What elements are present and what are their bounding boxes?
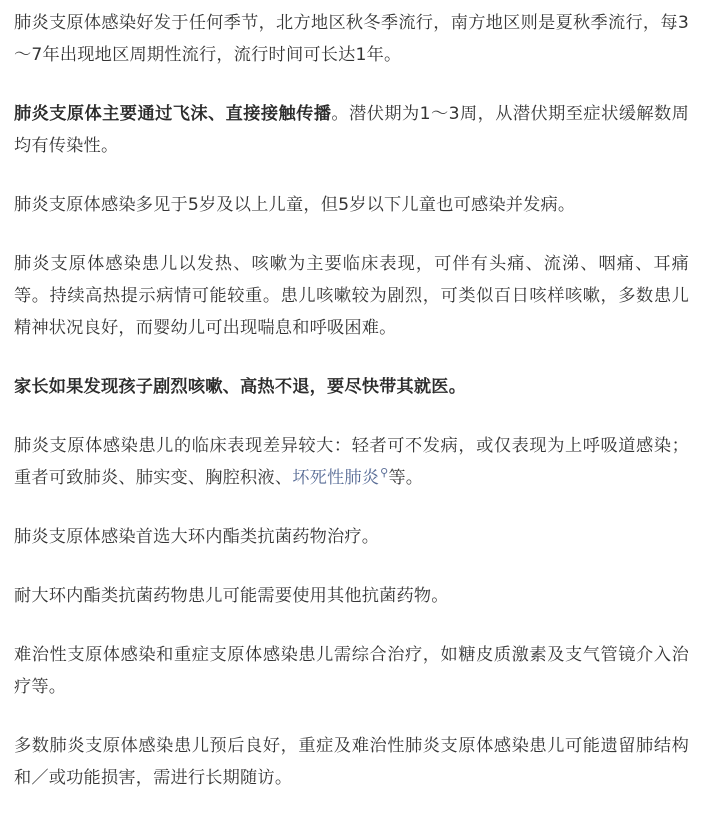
paragraph-symptoms xyxy=(14,248,689,344)
paragraph-clinical xyxy=(14,430,689,494)
paragraph-prognosis xyxy=(14,730,689,794)
paragraph-season xyxy=(14,7,689,71)
paragraph-text: 肺炎支原体感染首选大环内酯类抗菌药物治疗。 xyxy=(14,527,380,547)
paragraph-text: 肺炎支原体感染好发于任何季节，北方地区秋冬季流行，南方地区则是夏秋季流行，每3～7年出现地区周期性流行，流行时间可长达1年。 xyxy=(14,13,689,65)
paragraph-text: 。潜伏期为1～3周，从潜伏期至症状缓解数周均有传染性。 xyxy=(14,104,689,156)
necrotizing-pneumonia-link[interactable] xyxy=(292,468,388,488)
paragraph-text: 肺炎支原体感染患儿的临床表现差异较大：轻者可不发病，或仅表现为上呼吸道感染；重者可致肺炎、肺实变、胸腔积液、 xyxy=(14,436,689,488)
link-text[interactable]: 坏死性肺炎 xyxy=(292,468,380,488)
paragraph-age xyxy=(14,189,689,221)
transmission-highlight: 肺炎支原体主要通过飞沫、直接接触传播 xyxy=(14,104,332,124)
paragraph-text: 等。 xyxy=(388,468,424,488)
paragraph-treatment xyxy=(14,521,689,553)
paragraph-resistance xyxy=(14,580,689,612)
paragraph-text: 肺炎支原体感染多见于5岁及以上儿童，但5岁以下儿童也可感染并发病。 xyxy=(14,195,576,215)
paragraph-text: 耐大环内酯类抗菌药物患儿可能需要使用其他抗菌药物。 xyxy=(14,586,449,606)
paragraph-text: 肺炎支原体感染患儿以发热、咳嗽为主要临床表现，可伴有头痛、流涕、咽痛、耳痛等。持续高热提示病情可能较重。患儿咳嗽较为剧烈，可类似百日咳样咳嗽，多数患儿精神状况良好，而婴幼儿可出现喘息和呼吸困难。 xyxy=(14,254,689,338)
search-icon[interactable]: ⚲ xyxy=(380,466,389,480)
advice-highlight: 家长如果发现孩子剧烈咳嗽、高热不退，要尽快带其就医。 xyxy=(14,377,467,397)
paragraph-text: 多数肺炎支原体感染患儿预后良好，重症及难治性肺炎支原体感染患儿可能遗留肺结构和／或功能损害，需进行长期随访。 xyxy=(14,736,689,788)
paragraph-text: 难治性支原体感染和重症支原体感染患儿需综合治疗，如糖皮质激素及支气管镜介入治疗等。 xyxy=(14,645,689,697)
paragraph-transmission xyxy=(14,98,689,162)
paragraph-refractory xyxy=(14,639,689,703)
paragraph-advice xyxy=(14,371,689,403)
